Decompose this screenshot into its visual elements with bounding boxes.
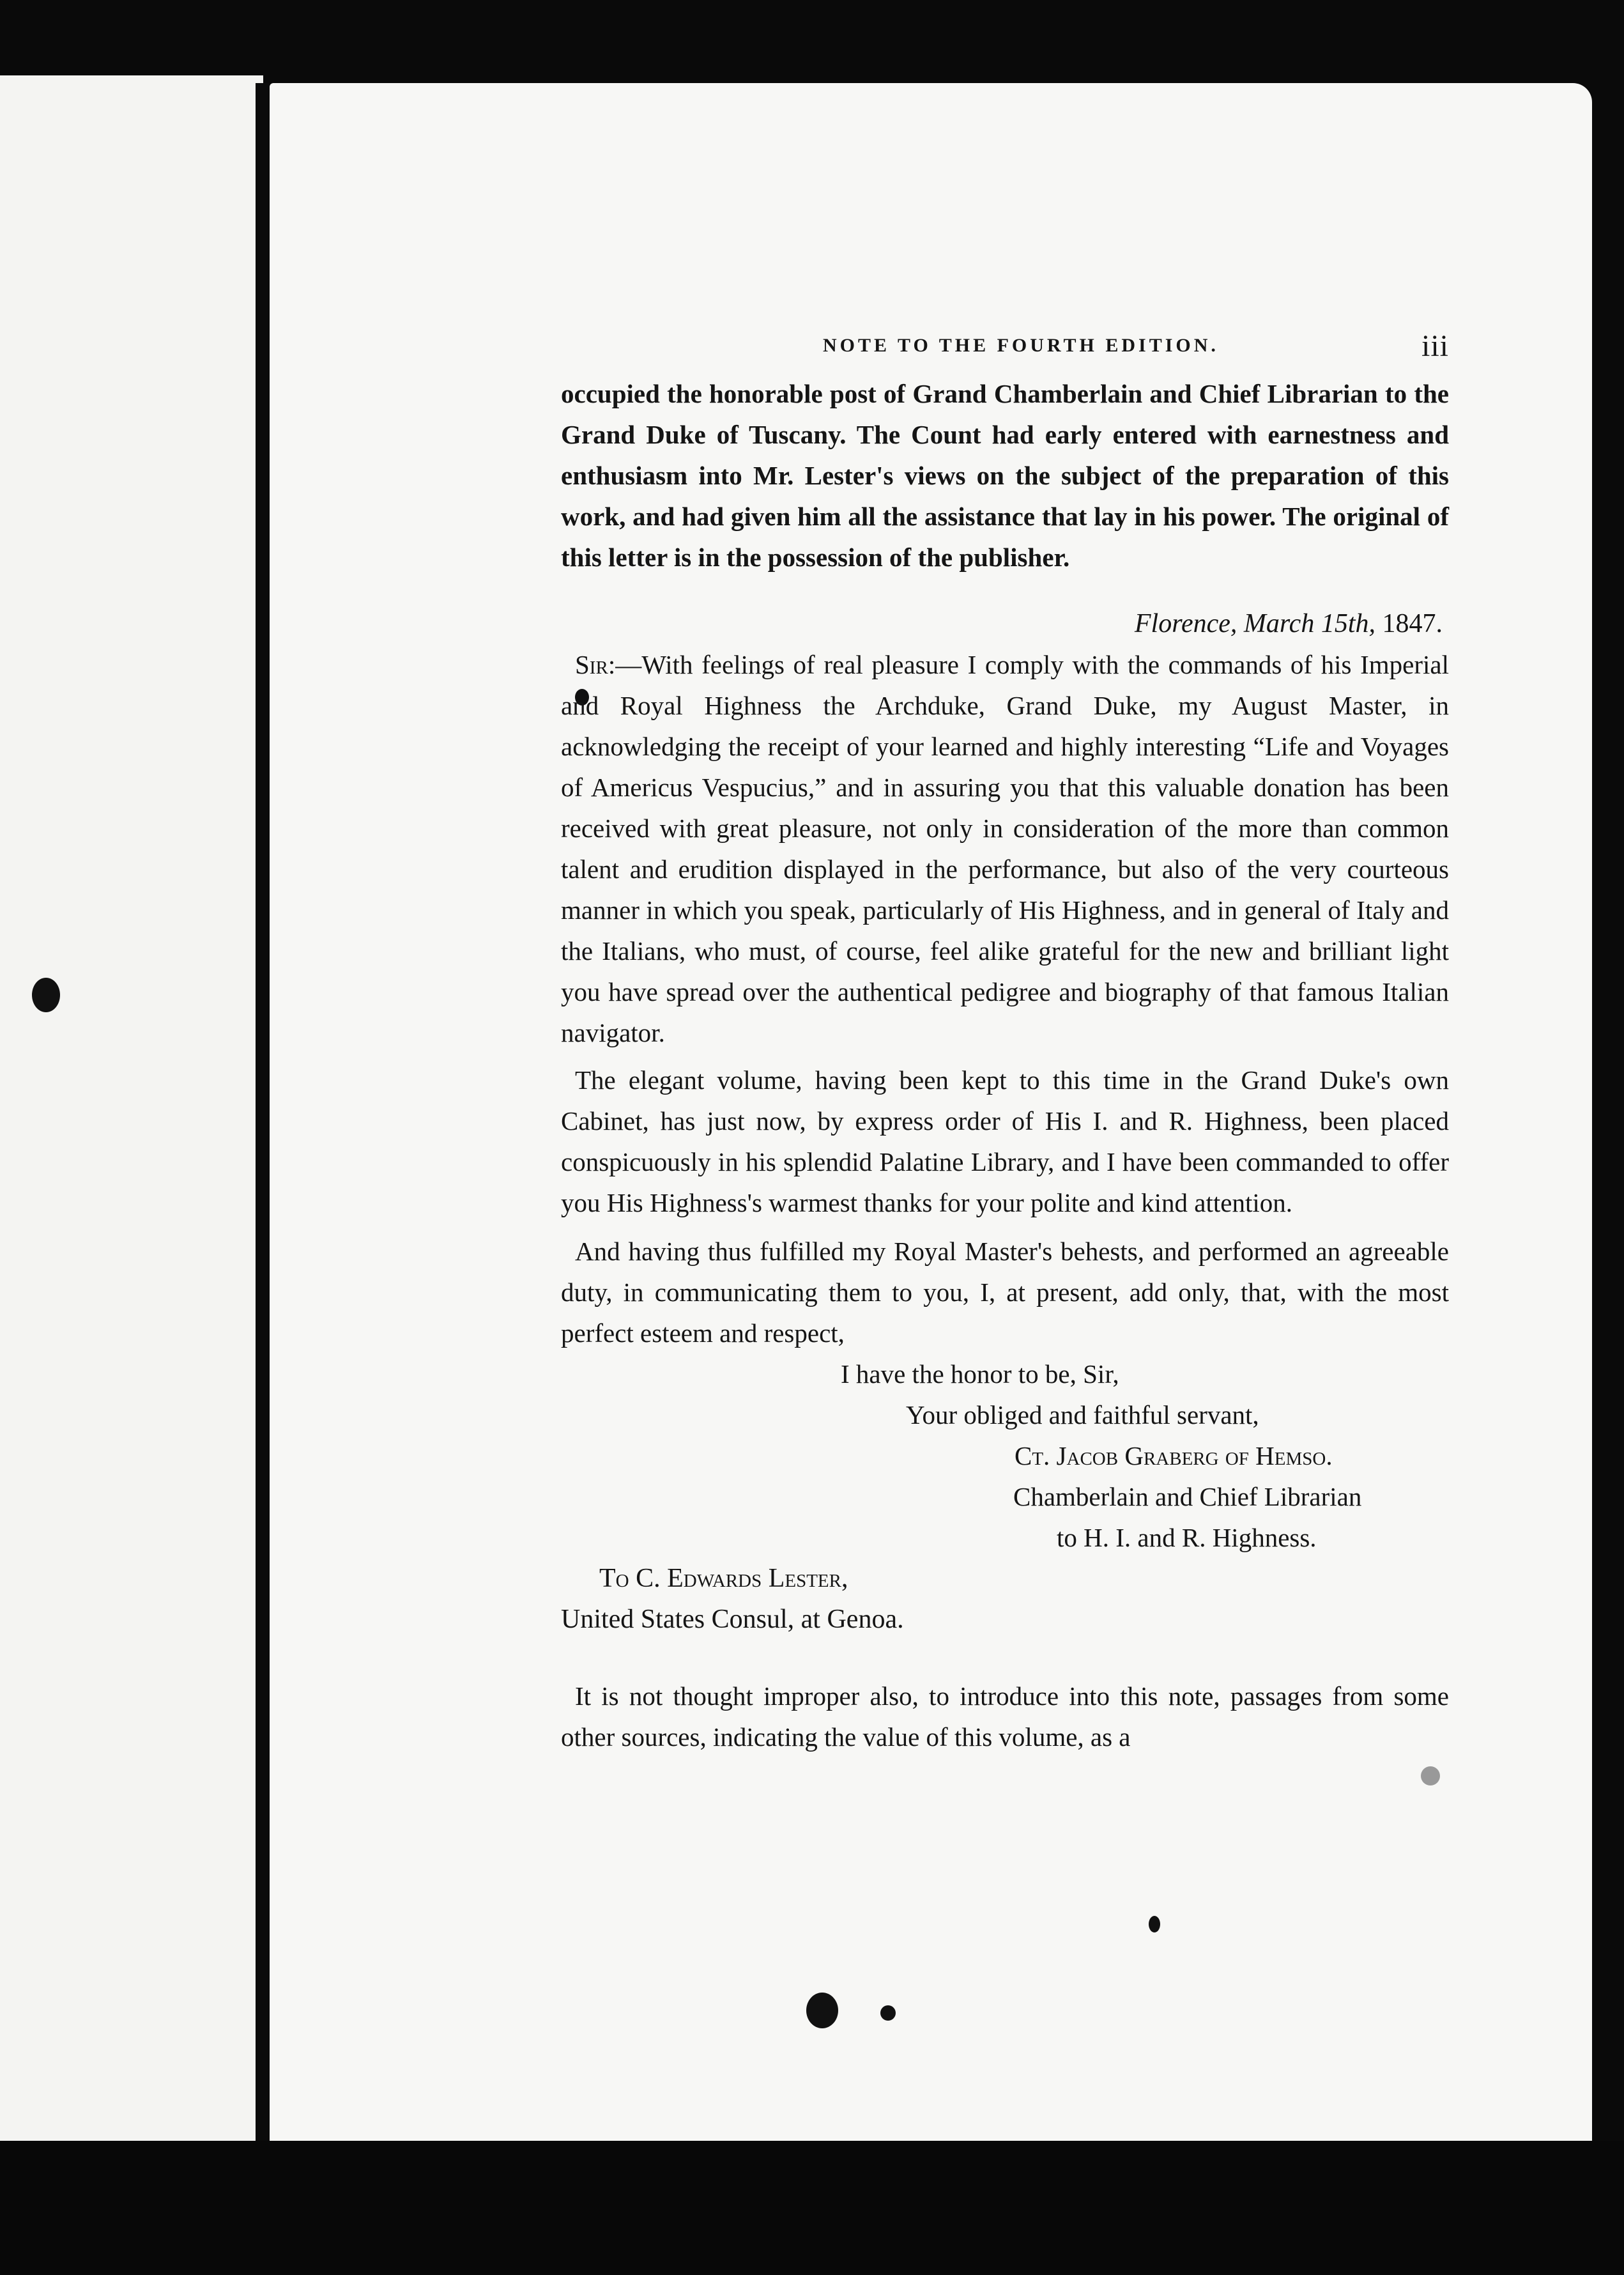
intro-paragraph: occupied the honorable post of Grand Chamberlain and Chief Librarian to the Grand Duke of Tuscany. The Count had early entered with earnestness and enthusiasm into Mr. Lester's views on the subject of the preparation of this work, and had given him all the assistance that lay in his power. The original of this letter is in the possession of the publisher.	[561, 379, 1449, 572]
page-text	[561, 329, 1449, 1757]
running-head-title: NOTE TO THE FOURTH EDITION.	[823, 335, 1219, 356]
running-head	[561, 329, 1449, 371]
closing-line-1: I have the honor to be, Sir,	[841, 1359, 1119, 1389]
book-gutter	[256, 83, 270, 2154]
ink-speck	[880, 2005, 896, 2021]
letter-paragraph-2: The elegant volume, having been kept to this time in the Grand Duke's own Cabinet, has just now, by express order of His I. and R. Highness, been placed conspicuously in his splendid Palatine Library, and I have been commanded to offer you His Highness's warmest thanks for your polite and kind attention.	[561, 1065, 1449, 1217]
left-page-edge	[0, 75, 263, 2146]
ink-speck	[1149, 1916, 1160, 1932]
bottom-shadow	[0, 2141, 1624, 2275]
signer-title-2: to H. I. and R. Highness.	[1057, 1523, 1317, 1552]
closing-line-2: Your obliged and faithful servant,	[906, 1400, 1259, 1430]
signature: Ct. Jacob Graberg of Hemso.	[1015, 1441, 1333, 1470]
addressee-line-1: To C. Edwards Lester,	[599, 1564, 848, 1593]
letter-paragraph-3: And having thus fulfilled my Royal Master's behests, and performed an agreeable duty, in communicating them to you, I, at present, add only, that, with the most perfect esteem and respect,	[561, 1237, 1449, 1348]
dateline-year: 1847.	[1382, 609, 1443, 638]
ink-speck	[806, 1993, 838, 2028]
dateline-place: Florence, March 15th,	[1134, 609, 1375, 638]
final-paragraph: It is not thought improper also, to introduce into this note, passages from some other sources, indicating the value of this volume, as a	[561, 1681, 1449, 1752]
addressee-line-2: United States Consul, at Genoa.	[561, 1605, 904, 1634]
letter-closing	[561, 1353, 1449, 1558]
signer-title-1: Chamberlain and Chief Librarian	[1013, 1482, 1362, 1511]
ink-speck	[1421, 1766, 1440, 1785]
letter-paragraph-1	[561, 644, 1449, 1053]
letter-addressee	[561, 1558, 1449, 1640]
letter-paragraph-1-text: :—With feelings of real pleasure I comply with the commands of his Imperial and Royal Highness the Archduke, Grand Duke, my August Master, in acknowledging the receipt of your learned and highly interesting “Life and Voyages of Americus Vespucius,” and in assuring you that this valuable donation has been received with great pleasure, not only in consideration of the more than common talent and erudition displayed in the performance, but also of the very courteous manner in which you speak, particularly of His Highness, and in general of Italy and the Italians, who must, of course, feel alike grateful for the new and brilliant light you have spread over the authentical pedigree and biography of that famous Italian navigator.	[561, 650, 1449, 1047]
page-number: iii	[1421, 329, 1449, 363]
letter-salutation: Sir	[575, 650, 608, 679]
ink-speck	[32, 978, 60, 1012]
letter-dateline	[561, 603, 1449, 644]
